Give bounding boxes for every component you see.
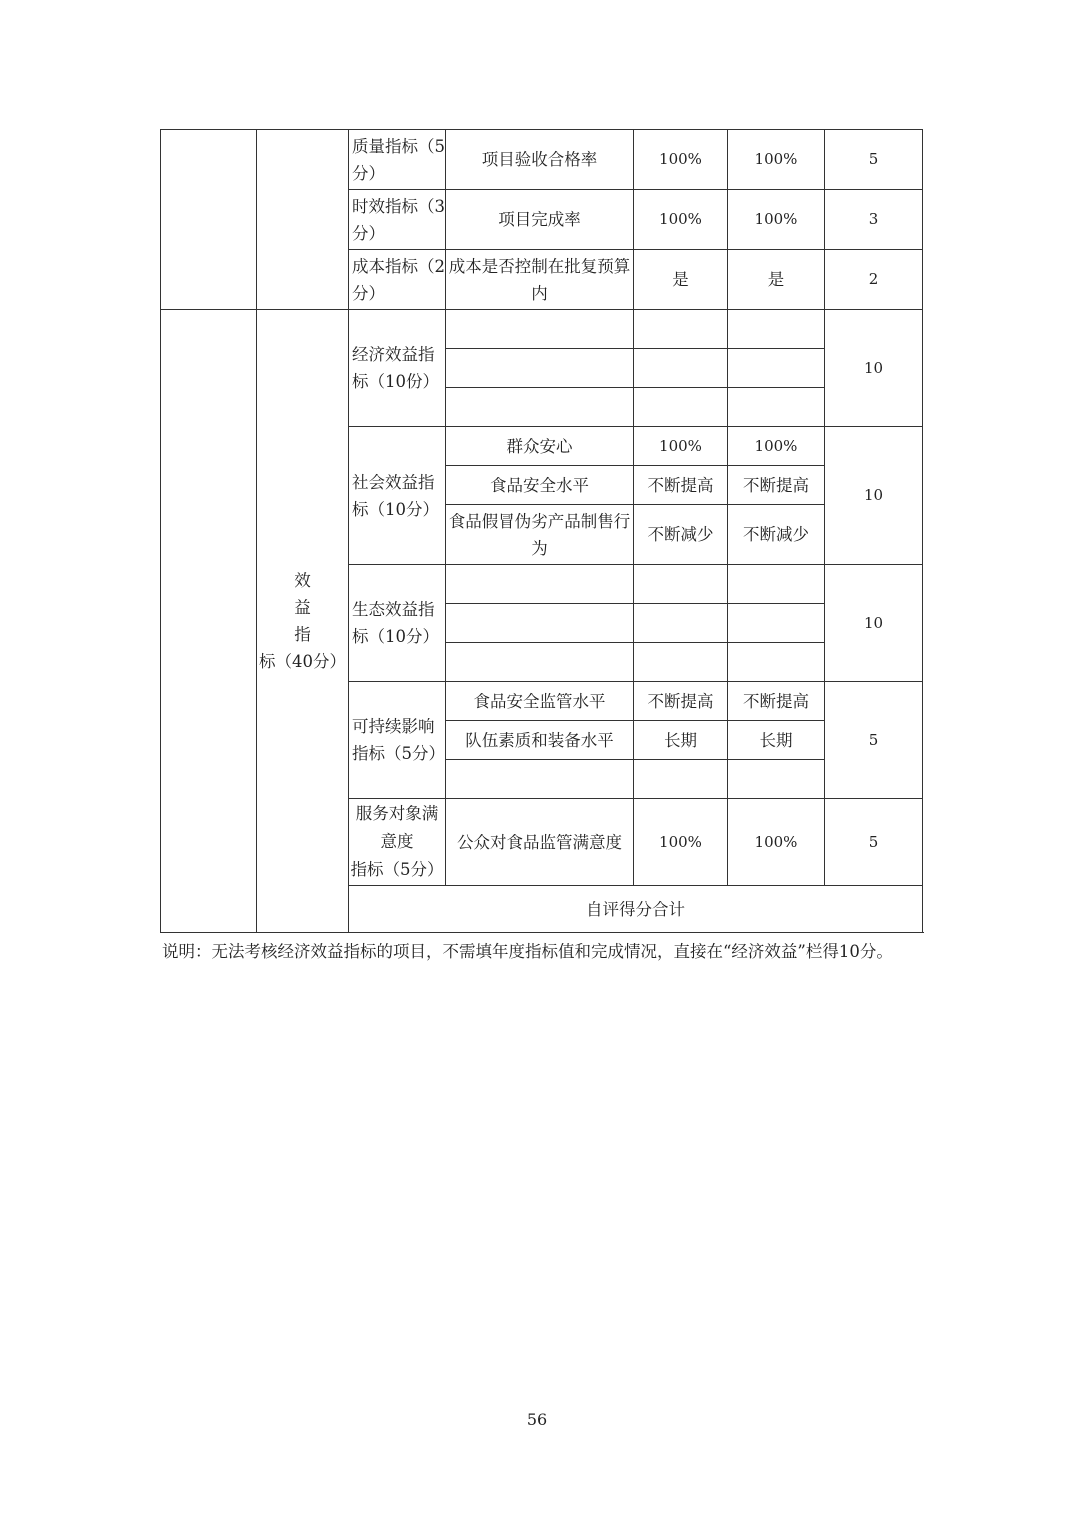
indicator-cell: 食品假冒伪劣产品制售行为 (446, 505, 634, 565)
actual-cell (728, 388, 825, 427)
target-cell (634, 388, 728, 427)
indicator-cell: 公众对食品监管满意度 (446, 799, 634, 886)
target-cell (634, 643, 728, 682)
actual-cell (728, 310, 825, 349)
category-line: 意度 (380, 832, 414, 851)
page-number: 56 (526, 1410, 548, 1429)
score-cell: 5 (825, 130, 923, 190)
total-label-cell: 自评得分合计 (349, 886, 923, 933)
performance-evaluation-table (160, 129, 923, 933)
category-cell: 质量指标（5分） (349, 130, 446, 190)
indicator-cell (446, 349, 634, 388)
target-cell (634, 760, 728, 799)
actual-cell (728, 760, 825, 799)
category-cell: 成本指标（2分） (349, 250, 446, 310)
category-cell: 生态效益指标（10分） (349, 565, 446, 682)
actual-cell: 100% (728, 427, 825, 466)
actual-cell (728, 565, 825, 604)
actual-cell: 100% (728, 799, 825, 886)
score-cell: 10 (825, 565, 923, 682)
target-cell: 100% (634, 190, 728, 250)
table-row (161, 310, 923, 349)
indicator-cell: 食品安全监管水平 (446, 682, 634, 721)
indicator-cell (446, 604, 634, 643)
actual-cell: 100% (728, 130, 825, 190)
benefit-label-cell (257, 310, 349, 933)
actual-cell: 100% (728, 190, 825, 250)
actual-cell (728, 604, 825, 643)
target-cell: 不断减少 (634, 505, 728, 565)
indicator-cell (446, 565, 634, 604)
target-cell: 不断提高 (634, 682, 728, 721)
indicator-cell (446, 643, 634, 682)
indicator-cell: 群众安心 (446, 427, 634, 466)
indicator-cell (446, 760, 634, 799)
benefit-label-line: 指 (294, 625, 311, 644)
target-cell (634, 565, 728, 604)
actual-cell: 不断提高 (728, 682, 825, 721)
category-cell: 社会效益指标（10分） (349, 427, 446, 565)
category-line: 服务对象满 (355, 804, 439, 823)
actual-cell (728, 643, 825, 682)
target-cell (634, 349, 728, 388)
blank-cell (161, 130, 257, 310)
category-cell: 可持续影响指标（5分） (349, 682, 446, 799)
table-row (161, 130, 923, 190)
target-cell: 100% (634, 130, 728, 190)
target-cell (634, 604, 728, 643)
benefit-label-line: 益 (294, 598, 311, 617)
score-cell: 3 (825, 190, 923, 250)
table-note: 说明：无法考核经济效益指标的项目，不需填年度指标值和完成情况，直接在“经济效益”栏得10分。 (162, 942, 893, 961)
indicator-cell: 项目验收合格率 (446, 130, 634, 190)
indicator-cell: 队伍素质和装备水平 (446, 721, 634, 760)
benefit-label-line: 标（40分） (259, 652, 346, 671)
indicator-cell: 食品安全水平 (446, 466, 634, 505)
indicator-cell (446, 388, 634, 427)
category-cell (349, 799, 446, 886)
category-cell: 时效指标（3分） (349, 190, 446, 250)
benefit-label-line: 效 (294, 571, 311, 590)
score-cell: 10 (825, 310, 923, 427)
target-cell: 长期 (634, 721, 728, 760)
target-cell: 100% (634, 799, 728, 886)
score-cell: 5 (825, 682, 923, 799)
target-cell: 100% (634, 427, 728, 466)
actual-cell: 长期 (728, 721, 825, 760)
score-cell: 5 (825, 799, 923, 886)
indicator-cell: 项目完成率 (446, 190, 634, 250)
actual-cell (728, 349, 825, 388)
category-cell: 经济效益指标（10份） (349, 310, 446, 427)
target-cell: 不断提高 (634, 466, 728, 505)
target-cell (634, 310, 728, 349)
target-cell: 是 (634, 250, 728, 310)
indicator-cell: 成本是否控制在批复预算内 (446, 250, 634, 310)
blank-cell (161, 310, 257, 933)
blank-cell (257, 130, 349, 310)
category-line: 指标（5分） (350, 860, 444, 879)
actual-cell: 是 (728, 250, 825, 310)
score-cell: 10 (825, 427, 923, 565)
score-cell: 2 (825, 250, 923, 310)
indicator-cell (446, 310, 634, 349)
actual-cell: 不断减少 (728, 505, 825, 565)
actual-cell: 不断提高 (728, 466, 825, 505)
